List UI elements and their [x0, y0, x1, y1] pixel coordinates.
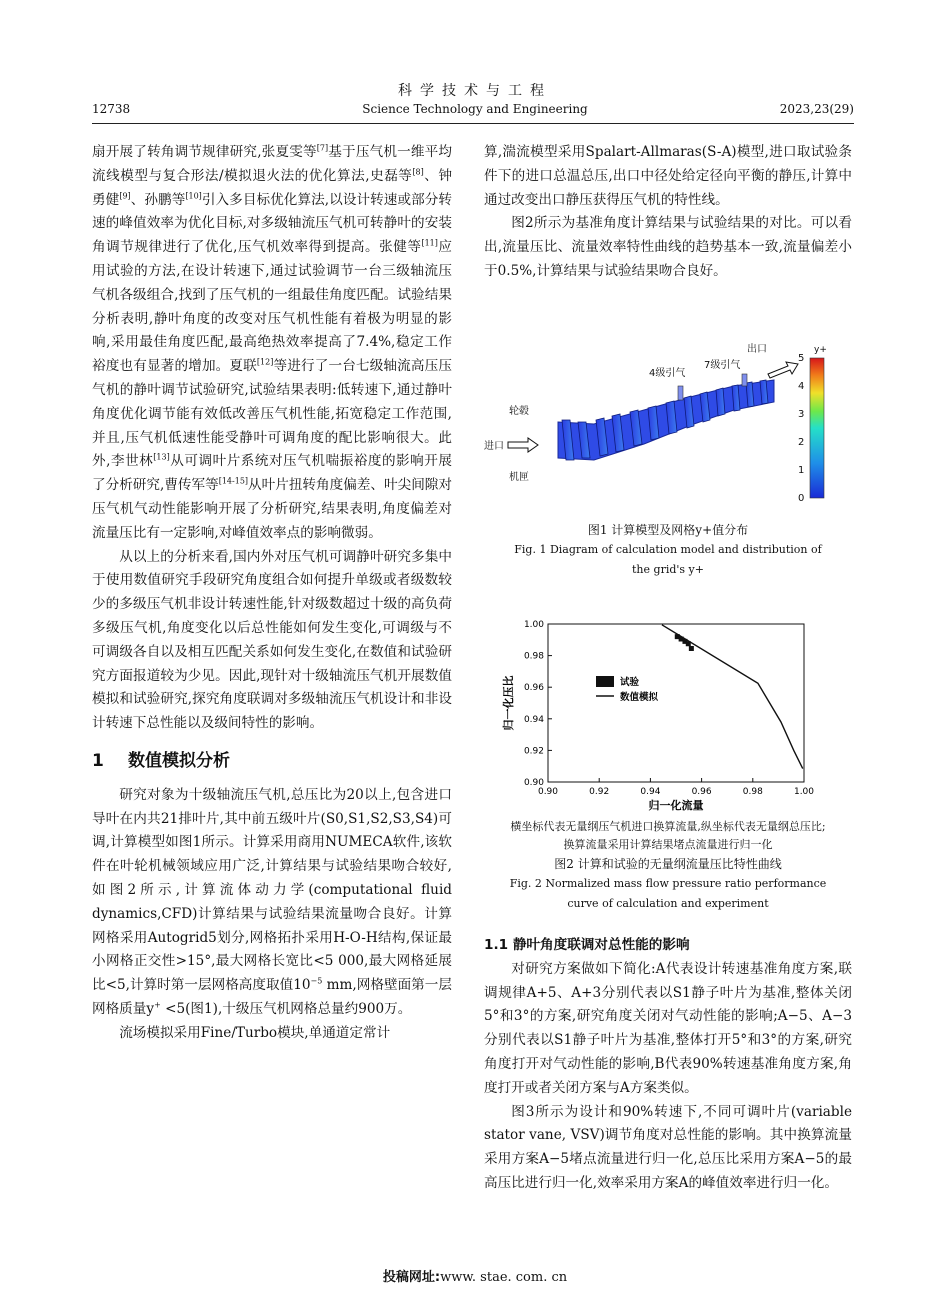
label-bleed-4: 4级引气 [649, 368, 686, 379]
bleed-port-7 [742, 374, 747, 386]
series-line-simulation [662, 625, 803, 769]
figure-2-note-2: 换算流量采用计算结果堵点流量进行归一化 [563, 838, 773, 851]
y-axis-label: 归一化压比 [502, 675, 515, 731]
paragraph-scheme: 对研究方案做如下简化:A代表设计转速基准角度方案,联调规律A+5、A+3分别代表以S1静子叶片为基准,整体关闭5°和3°的方案,研究角度关闭对气动性能的影响;A−5、A−3分别代表以S1静子叶片为基准,整体打开5°和3°的方案,研究角度打开对气动性能的影响,B代表90%转速基准角度方案,角度打开或者关闭方案与A方案类似。 [484, 960, 852, 1096]
legend-marker-experiment [596, 676, 614, 687]
left-column [92, 141, 452, 1045]
legend-label-experiment: 试验 [620, 677, 640, 688]
volume-issue: 2023,23(29) [779, 102, 854, 116]
outlet-arrow-icon [768, 362, 798, 378]
bleed-port-4 [678, 386, 683, 400]
inlet-arrow-icon [508, 438, 538, 452]
y-tick-label: 0.96 [523, 683, 544, 694]
label-hub: 轮毂 [509, 406, 529, 417]
citation[interactable]: [12] [256, 357, 274, 367]
footer [0, 1266, 950, 1285]
page-number: 12738 [92, 102, 131, 116]
y-tick-label: 0.90 [523, 778, 544, 788]
data-point-experiment [689, 646, 694, 651]
x-axis-label: 归一化流量 [648, 799, 704, 812]
y-tick-label: 0.94 [523, 714, 544, 725]
x-tick-label: 0.98 [742, 787, 763, 797]
citation[interactable]: [14-15] [218, 476, 249, 486]
figure-2-note-1: 横坐标代表无量纲压气机进口换算流量,纵坐标代表无量纲总压比; [510, 820, 826, 833]
header-rule [92, 123, 854, 124]
plot-frame [548, 624, 804, 782]
figure-1-caption-en-1: Fig. 1 Diagram of calculation model and distribution of [514, 543, 822, 556]
journal-title-en: Science Technology and Engineering [362, 102, 588, 116]
paragraph-summary: 从以上的分析来看,国内外对压气机可调静叶研究多集中于使用数值研究手段研究角度组合如何提升单级或者级数较少的多级压气机非设计转速性能,针对级数超过十级的高负荷多级压气机,角度变化以后总性能如何发生变化,可调级与不可调级各自以及相互匹配关系如何发生变化,在数值和试验研究方面报道较为少见。因此,现针对十级轴流压气机开展数值模拟和试验研究,探究角度联调对多级轴流压气机设计和非设计转速下总性能以及级间特性的影响。 [92, 548, 452, 732]
svg-text:0: 0 [798, 493, 805, 504]
figure-2-caption-en-2: curve of calculation and experiment [567, 897, 769, 910]
x-tick-label: 0.90 [537, 787, 559, 797]
right-column [484, 141, 852, 284]
svg-text:1: 1 [798, 465, 805, 476]
y-tick-label: 0.98 [523, 651, 544, 662]
citation[interactable]: [7] [316, 143, 329, 153]
citation[interactable]: [10] [185, 191, 202, 201]
y-tick-label: 1.00 [523, 620, 544, 630]
figure-1-caption-zh: 图1 计算模型及网格y+值分布 [587, 523, 749, 537]
colorbar [810, 358, 824, 498]
data-point-experiment [686, 641, 691, 646]
footer-url[interactable]: www. stae. com. cn [440, 1270, 568, 1285]
figure-2-caption [470, 818, 866, 914]
journal-title-zh: 科学技术与工程 [398, 83, 552, 99]
label-outlet: 出口 [747, 344, 767, 355]
label-inlet: 进口 [484, 441, 504, 452]
label-bleed-7: 7级引气 [704, 360, 741, 371]
citation[interactable]: [9] [119, 191, 131, 201]
citation[interactable]: [11] [421, 238, 438, 248]
subsection-heading-1-1: 1.1 静叶角度联调对总性能的影响 [484, 937, 690, 953]
figure-1 [484, 340, 852, 515]
x-tick-label: 1.00 [793, 787, 815, 797]
x-tick-label: 0.92 [589, 787, 610, 797]
citation[interactable]: [8] [412, 167, 424, 177]
compressor-mesh [558, 380, 774, 460]
figure-1-diagram [484, 340, 852, 515]
svg-text:5: 5 [798, 353, 805, 364]
figure-1-caption-en-2: the grid's y+ [632, 563, 704, 576]
svg-text:3: 3 [798, 409, 805, 420]
y-tick-label: 0.92 [523, 746, 544, 757]
svg-text:4: 4 [798, 381, 805, 392]
svg-text:2: 2 [798, 437, 805, 448]
section-heading-1: 1 数值模拟分析 [92, 750, 230, 771]
figure-1-caption [484, 520, 852, 580]
paragraph-model: 研究对象为十级轴流压气机,总压比为20以上,包含进口导叶在内共21排叶片,其中前五级叶片(S0,S1,S2,S3,S4)可调,计算模型如图1所示。计算采用商用NUMECA软件,该软件在叶轮机械领域应用广泛,计算结果与试验结果吻合较好,如图2所示,计算流体动力学(computational fluid dynamics,CFD)计算结果与试验结果流量吻合良好。计算网格采用Autogrid5划分,网格拓扑采用H-O-H结构,保证最小网格正交性>15°,最大网格长宽比<5 000,最大网格延展比<5,计算时第一层网格高度取值$10^{-5}$ mm,网格壁面第一层网格质量y+ <5(图1),十级压气机网格总量约900万。 [92, 786, 452, 1017]
x-tick-label: 0.94 [640, 787, 661, 797]
figure-2-caption-zh: 图2 计算和试验的无量纲流量压比特性曲线 [554, 857, 782, 871]
legend-label-simulation: 数值模拟 [620, 692, 659, 703]
figure-2-caption-en-1: Fig. 2 Normalized mass flow pressure ratio performance [509, 877, 827, 890]
paragraph-flow: 流场模拟采用Fine/Turbo模块,单通道定常计 [119, 1024, 391, 1041]
right-column-lower [484, 934, 852, 1196]
x-tick-label: 0.96 [691, 787, 712, 797]
citation[interactable]: [13] [153, 452, 170, 462]
paragraph-comparison: 图2所示为基准角度计算结果与试验结果的对比。可以看出,流量压比、流量效率特性曲线的趋势基本一致,流量偏差小于0.5%,计算结果与试验结果吻合良好。 [484, 215, 852, 279]
label-casing: 机匣 [509, 472, 529, 483]
footer-label: 投稿网址: [382, 1270, 441, 1285]
paragraph-figure3: 图3所示为设计和90%转速下,不同可调叶片(variable stator vane, VSV)调节角度对总性能的影响。其中换算流量采用方案A−5堵点流量进行归一化,总压比采用方案A−5的最高压比进行归一化,效率采用方案A的峰值效率进行归一化。 [484, 1103, 852, 1191]
paragraph-turbulence: 算,湍流模型采用Spalart-Allmaras(S-A)模型,进口取试验条件下的进口总温总压,出口中径处给定径向平衡的静压,计算中通过改变出口静压获得压气机的特性线。 [484, 144, 852, 208]
colorbar-title: y+ [814, 345, 827, 355]
figure-2-chart [500, 612, 840, 812]
figure-2 [500, 612, 840, 812]
paragraph-review: 扇开展了转角调节规律研究,张夏雯等[7]基于压气机一维平均流线模型与复合形法/模拟退火法的优化算法,史磊等[8]、钟勇健[9]、孙鹏等[10]引入多目标优化算法,以设计转速或部分转速的峰值效率为优化目标,对多级轴流压气机可转静叶的安装角调节规律进行了优化,压气机效率得到提高。张健等[11]应用试验的方法,在设计转速下,通过试验调节一台三级轴流压气机各级组合,找到了压气机的一组最佳角度匹配。试验结果分析表明,静叶角度的改变对压气机性能有着极为明显的影响,采用最佳角度匹配,最高绝热效率提高了7.4%,稳定工作裕度也有显著的增加。夏联[12]等进行了一台七级轴流高压压气机的静叶调节试验研究,试验结果表明:低转速下,通过静叶角度优化调节能有效低改善压气机性能,拓宽稳定工作范围,并且,压气机低速性能受静叶可调角度的配比影响很大。此外,李世林[13]从可调叶片系统对压气机喘振裕度的影响开展了分析研究,曹传军等[14-15]从叶片扭转角度偏差、叶尖间隙对压气机气动性能影响开展了分析研究,结果表明,角度偏差对流量压比有一定影响,对峰值效率点的影响微弱。 [92, 143, 453, 541]
colorbar-ticks [798, 353, 804, 504]
